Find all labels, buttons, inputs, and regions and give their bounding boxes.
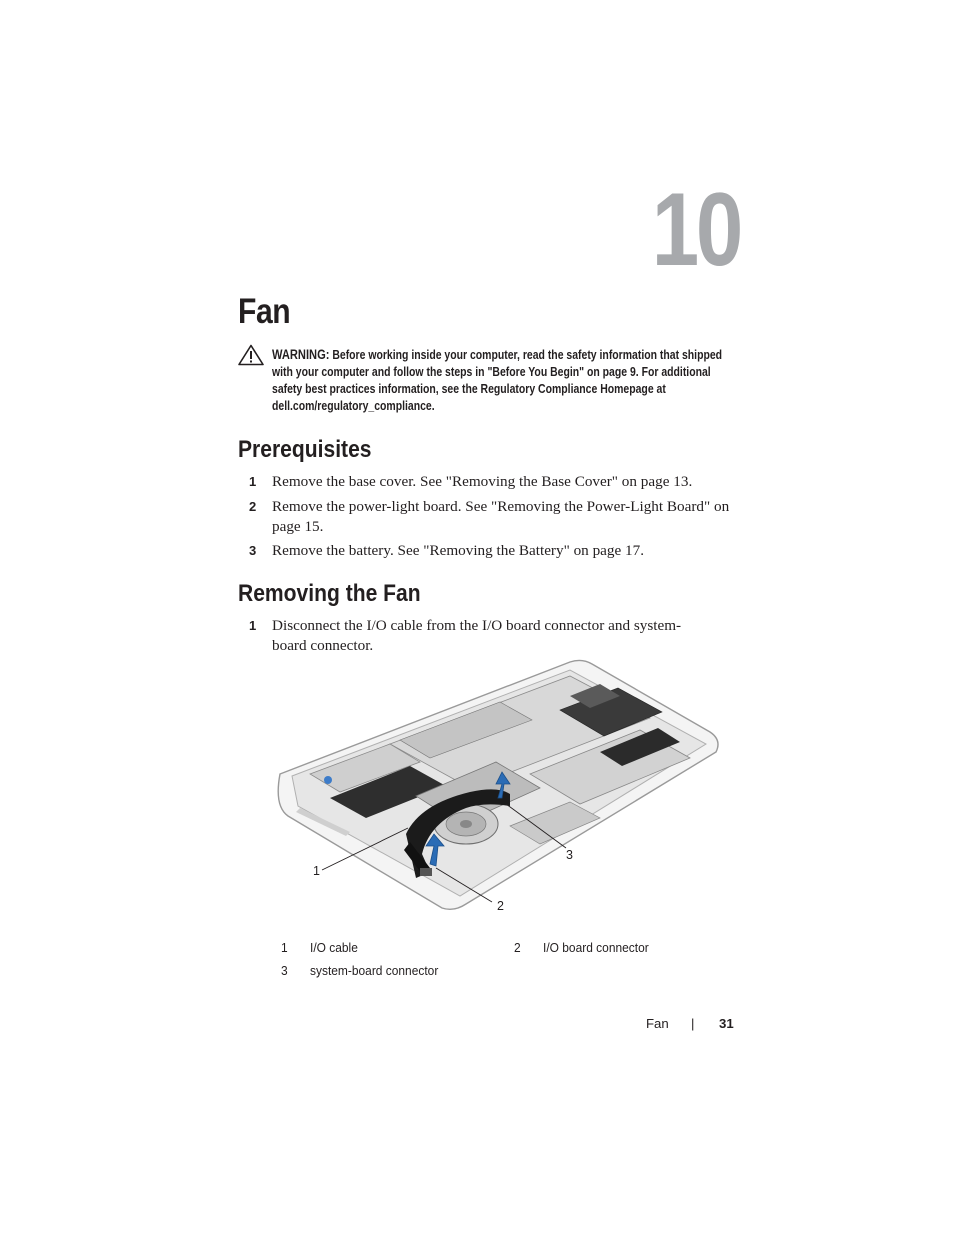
callout-3: 3 — [566, 848, 573, 862]
warning-text: Before working inside your computer, read the safety information that shipped with your computer and follow the steps in "Before You Begin" on page 9. For additional safety best practices information, see the Regulatory Compliance Homepage at dell.com/regulatory_compliance. — [272, 348, 723, 413]
footer-separator: | — [691, 1016, 695, 1031]
step-number: 3 — [249, 543, 257, 558]
removing-heading: Removing the Fan — [238, 580, 421, 607]
footer-section: Fan — [646, 1016, 669, 1031]
step-number: 2 — [249, 499, 257, 514]
callout-1: 1 — [313, 864, 320, 878]
legend-number: 2 — [514, 940, 521, 955]
step-text: Remove the power-light board. See "Removing the Power-Light Board" on page 15. — [272, 498, 730, 535]
legend-number: 1 — [281, 940, 288, 955]
warning-icon — [238, 344, 264, 366]
legend-label: system-board connector — [310, 963, 439, 978]
callout-2: 2 — [497, 899, 504, 913]
legend-label: I/O board connector — [543, 940, 649, 955]
warning-label: WARNING: — [272, 347, 330, 362]
page-title: Fan — [238, 292, 291, 331]
step-text: Remove the base cover. See "Removing the Base Cover" on page 13. — [272, 473, 693, 490]
step-text: Disconnect the I/O cable from the I/O board connector and system-board connector. — [272, 617, 682, 654]
fan-illustration — [270, 656, 730, 918]
step-text: Remove the battery. See "Removing the Battery" on page 17. — [272, 542, 645, 559]
legend-number: 3 — [281, 963, 288, 978]
prerequisites-heading: Prerequisites — [238, 436, 372, 463]
chapter-number: 10 — [651, 172, 740, 288]
warning-notice — [272, 346, 737, 415]
step-number: 1 — [249, 474, 257, 489]
step-number: 1 — [249, 618, 257, 633]
page-number: 31 — [719, 1016, 734, 1031]
legend-label: I/O cable — [310, 940, 358, 955]
